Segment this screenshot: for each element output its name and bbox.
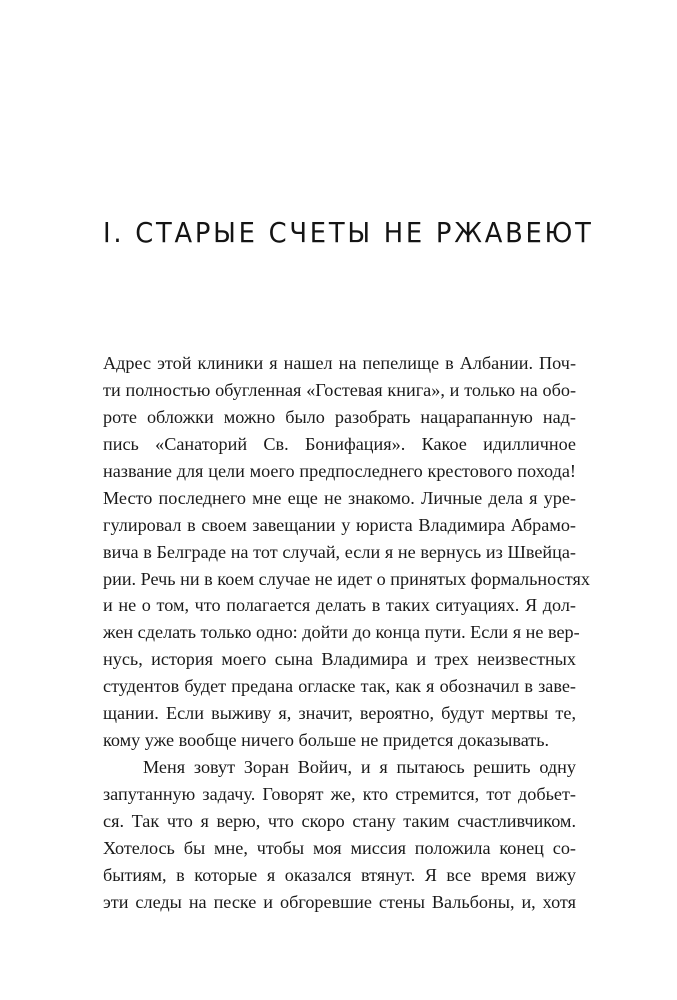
text-line: роте обложки можно было разобрать нацарапанную над- [103,406,576,427]
text-line: Хотелось бы мне, чтобы моя миссия положила конец со- [103,837,576,858]
text-line: ся. Так что я верю, что скоро стану таким счастливчиком. [103,810,576,831]
text-line: щании. Если выживу я, значит, вероятно, будут мертвы те, [103,703,576,724]
text-line: название для цели моего предпоследнего крестового похода! [103,460,576,481]
text-line: и не о том, что полагается делать в таких ситуациях. Я дол- [103,595,576,616]
text-line: запутанную задачу. Говорят же, кто стремится, тот добьет- [103,784,576,804]
text-line: Адрес этой клиники я нашел на пепелище в Албании. Поч- [103,353,576,373]
paragraph-1 [103,350,590,754]
chapter-title: I. СТАРЫЕ СЧЕТЫ НЕ РЖАВЕЮТ [103,216,594,249]
text-line: Место последнего мне еще не знакомо. Личные дела я уре- [103,487,576,508]
text-line: жен сделать только одно: дойти до конца пути. Если я не вер- [103,622,580,643]
text-line: эти следы на песке и обгоревшие стены Вальбоны, и, хотя [103,891,576,912]
text-line: Меня зовут Зоран Войич, и я пытаюсь решить одну [143,757,576,778]
text-line: пись «Санаторий Св. Бонифация». Какое идилличное [103,433,576,454]
text-line: нусь, история моего сына Владимира и трех неизвестных [103,649,576,670]
text-line: вича в Белграде на тот случай, если я не вернусь из Швейца- [103,541,576,562]
text-line: рии. Речь ни в коем случае не идет о принятых формальностях [103,568,590,589]
paragraph-2 [103,754,576,916]
text-line: бытиям, в которые я оказался втянут. Я все время вижу [103,864,576,885]
text-line: ти полностью обугленная «Гостевая книга», и только на обо- [103,379,576,400]
text-line: кому уже вообще ничего больше не придется доказывать. [103,730,550,751]
body-text [103,350,590,916]
text-line: гулировал в своем завещании у юриста Владимира Абрамо- [103,514,576,535]
text-line: студентов будет предана огласке так, как я обозначил в заве- [103,676,576,697]
